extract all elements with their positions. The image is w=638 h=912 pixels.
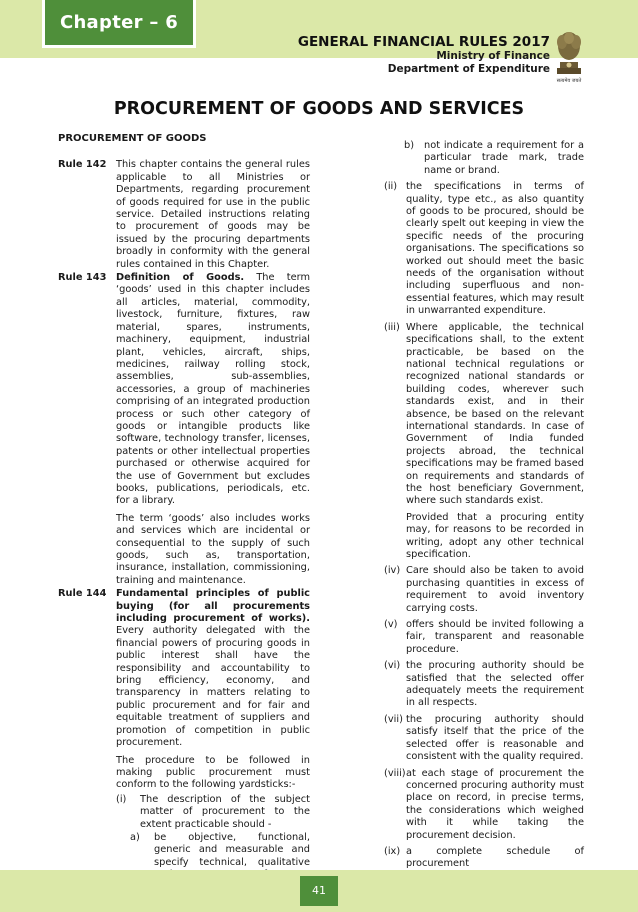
list-item	[384, 714, 584, 764]
section-heading: PROCUREMENT OF GOODS	[58, 133, 207, 144]
rule-paragraph: The term ‘goods’ also includes works and services which are incidental or consequential to the supply of such goods, such as, transportation, insurance, installation, commissioning, training and maintenance.	[116, 512, 310, 586]
rule-text: This chapter contains the general rules applicable to all Ministries or Departments, regarding procurement of goods required for use in the public service. Detailed instructions relating to procurement of goods may be issued by the procuring departments broadly in conformity with the general rules contained in this Chapter.	[116, 159, 310, 270]
item-text: offers should be invited following a fair, transparent and reasonable procedure.	[406, 619, 584, 655]
list-item	[384, 660, 584, 710]
rule-142	[58, 159, 310, 271]
rule-body	[116, 588, 310, 749]
rule-number: Rule 142	[58, 159, 107, 171]
rule-paragraph: The procedure to be followed in making public procurement must conform to the following yardsticks:-	[116, 754, 310, 791]
item-number: (ix)	[384, 845, 401, 857]
rule-143	[58, 272, 310, 587]
rule-heading: Fundamental principles of public buying (for all procurements including procurement of works).	[116, 588, 310, 625]
item-number: (vii)	[384, 713, 403, 725]
item-number: (iii)	[384, 321, 400, 333]
sub-list-item	[384, 140, 584, 177]
item-text: Care should also be taken to avoid purchasing quantities in excess of requirement to avoid inventory carrying costs.	[406, 565, 584, 614]
item-number: a)	[130, 831, 140, 843]
emblem-motto: सत्यमेव जयते	[556, 78, 582, 84]
rule-number: Rule 143	[58, 272, 107, 284]
national-emblem-icon	[551, 26, 587, 80]
rule-heading: Definition of Goods.	[116, 272, 245, 284]
item-number: (ii)	[384, 181, 398, 193]
gfr-title: GENERAL FINANCIAL RULES 2017	[297, 34, 550, 50]
list-item	[384, 846, 584, 871]
list-item	[384, 619, 584, 656]
page-number: 41	[312, 884, 326, 897]
rule-body	[116, 272, 310, 508]
rule-144	[58, 588, 310, 894]
item-text: the procuring authority should satisfy itself that the price of the selected offer is reasonable and consistent with the quality required.	[406, 713, 584, 763]
item-text: The description of the subject matter of procurement to the extent practicable should -	[140, 793, 310, 830]
list-item	[116, 794, 310, 831]
list-item	[384, 768, 584, 842]
chapter-tab	[42, 0, 196, 48]
item-text: at each stage of procurement the concerned procuring authority must place on record, in precise terms, the considerations which weighed with it while taking the procurement decision.	[406, 767, 584, 841]
proviso-paragraph: Provided that a procuring entity may, for reasons to be recorded in writing, adopt any other technical specification.	[406, 511, 584, 560]
item-number: (iv)	[384, 565, 401, 577]
ministry-name: Ministry of Finance	[436, 50, 550, 62]
item-text: the procuring authority should be satisfied that the selected offer adequately meets the requirement in all respects.	[406, 660, 584, 709]
item-text: a complete schedule of procurement	[406, 845, 584, 870]
item-number: (i)	[116, 793, 127, 805]
chapter-label: Chapter – 6	[59, 12, 179, 33]
list-item	[384, 565, 584, 615]
item-number: (viii)	[384, 767, 406, 779]
page-title: PROCUREMENT OF GOODS AND SERVICES	[113, 99, 525, 119]
page-number-box	[300, 876, 338, 906]
item-number: b)	[404, 140, 415, 151]
item-text: the specifications in terms of quality, type etc., as also quantity of goods to be procured, should be clearly spelt out keeping in view the specific needs of the procuring organisations. The specifications so worked out should meet the basic needs of the organisation without including superfluous and non-essential features, which may result in unwarranted expenditure.	[406, 181, 584, 317]
rule-text: The term ‘goods’ used in this chapter includes all articles, material, commodity, livestock, furniture, fixtures, raw material, spares, instruments, machinery, equipment, industrial plant, vehicles, aircraft, ships, medicines, railway rolling stock, assemblies, sub-assemblies, accessories, a group of machineries comprising of an integrated production process or such other category of goods or intangible products like software, technology transfer, licenses, patents or other intellectual properties purchased or otherwise acquired for the use of Government but excludes books, publications, periodicals, etc. for a library.	[116, 272, 310, 507]
list-item	[384, 322, 584, 508]
item-text: Where applicable, the technical specifications shall, to the extent practicable, be based on the national technical regulations or recognized national standards or building codes, wherever such standards exist, and in their absence, be based on the relevant international standards. In case of Government of India funded projects abroad, the technical specifications may be framed based on requirements and standards of the host beneficiary Government, where such standards exist.	[406, 321, 584, 507]
item-number: (v)	[384, 619, 398, 631]
department-name: Department of Expenditure	[387, 63, 550, 75]
right-column	[384, 140, 584, 875]
item-text: not indicate a requirement for a particular trade mark, trade name or brand.	[424, 140, 584, 176]
rule-number: Rule 144	[58, 588, 107, 600]
rule-text: Every authority delegated with the financial powers of procuring goods in public interest shall have the responsibility and accountability to bring efficiency, economy, and transparency in matters relating to public procurement and for fair and equitable treatment of suppliers and promotion of competition in public procurement.	[116, 625, 310, 749]
item-text: be objective, functional, generic and measurable and specify technical, qualitative	[154, 831, 310, 868]
left-column	[58, 133, 310, 895]
item-number: (vi)	[384, 660, 401, 672]
list-item	[384, 181, 584, 317]
